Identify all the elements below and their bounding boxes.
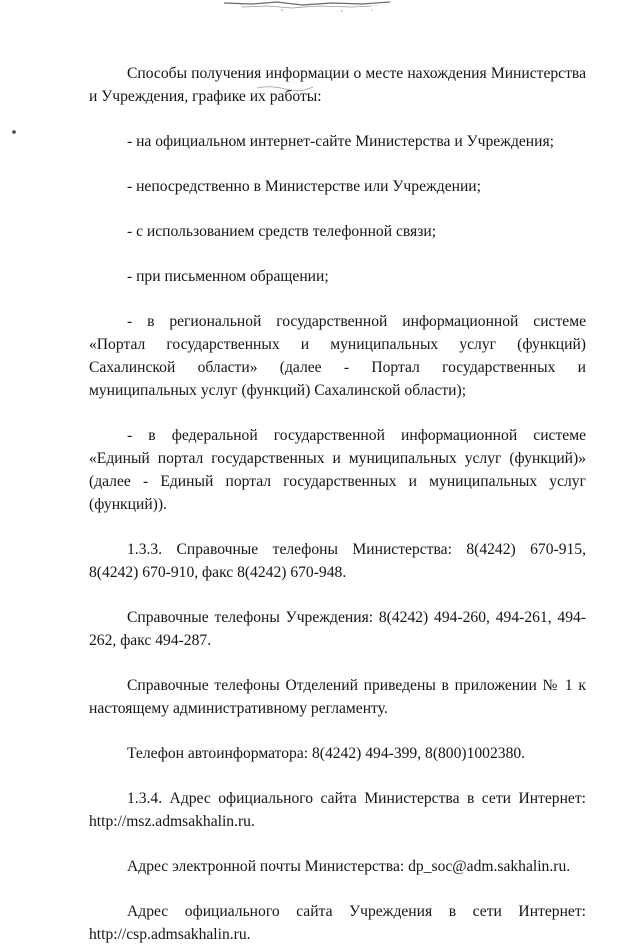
paragraph-website: - на официальном интернет-сайте Министерства и Учреждения; <box>127 133 555 150</box>
paragraph-in-person: - непосредственно в Министерстве или Учреждении; <box>127 178 481 195</box>
scan-artifact-top <box>222 0 392 14</box>
document-body <box>89 62 586 946</box>
paragraph-written: - при письменном обращении; <box>127 268 329 285</box>
paragraph-institution-phones: Справочные телефоны Учреждения: 8(4242) 494-260, 494-261, 494-262, факс 494-287. <box>89 609 586 649</box>
paragraph-regional-portal: - в региональной государственной информационной системе «Портал государственных и муниципальных услуг (функций) Сахалинской области» (далее - Портал государственных и муниципальных услуг (функций) Сахалинской области); <box>89 313 586 399</box>
paragraph-institution-website: Адрес официального сайта Учреждения в сети Интернет: http://csp.admsakhalin.ru. <box>89 903 586 943</box>
paragraph-branch-phones: Справочные телефоны Отделений приведены в приложении № 1 к настоящему административному регламенту. <box>89 677 586 717</box>
scan-speck <box>10 128 18 136</box>
paragraph-autoinformer: Телефон автоинформатора: 8(4242) 494-399, 8(800)1002380. <box>127 745 526 762</box>
paragraph-federal-portal: - в федеральной государственной информационной системе «Единый портал государственных и муниципальных услуг (функций)» (далее - Единый портал государственных и муниципальных услуг (функций)). <box>89 427 586 513</box>
paragraph-ministry-website: 1.3.4. Адрес официального сайта Министерства в сети Интернет: http://msz.admsakhalin.ru. <box>89 790 586 830</box>
paragraph-ministry-email: Адрес электронной почты Министерства: dp_soc@adm.sakhalin.ru. <box>127 858 571 875</box>
paragraph-info-methods: Способы получения информации о месте нахождения Министерства и Учреждения, графике их работы: <box>89 65 586 105</box>
paragraph-phone: - с использованием средств телефонной связи; <box>127 223 437 240</box>
paragraph-ministry-phones: 1.3.3. Справочные телефоны Министерства: 8(4242) 670-915, 8(4242) 670-910, факс 8(4242) 670-948. <box>89 541 586 581</box>
